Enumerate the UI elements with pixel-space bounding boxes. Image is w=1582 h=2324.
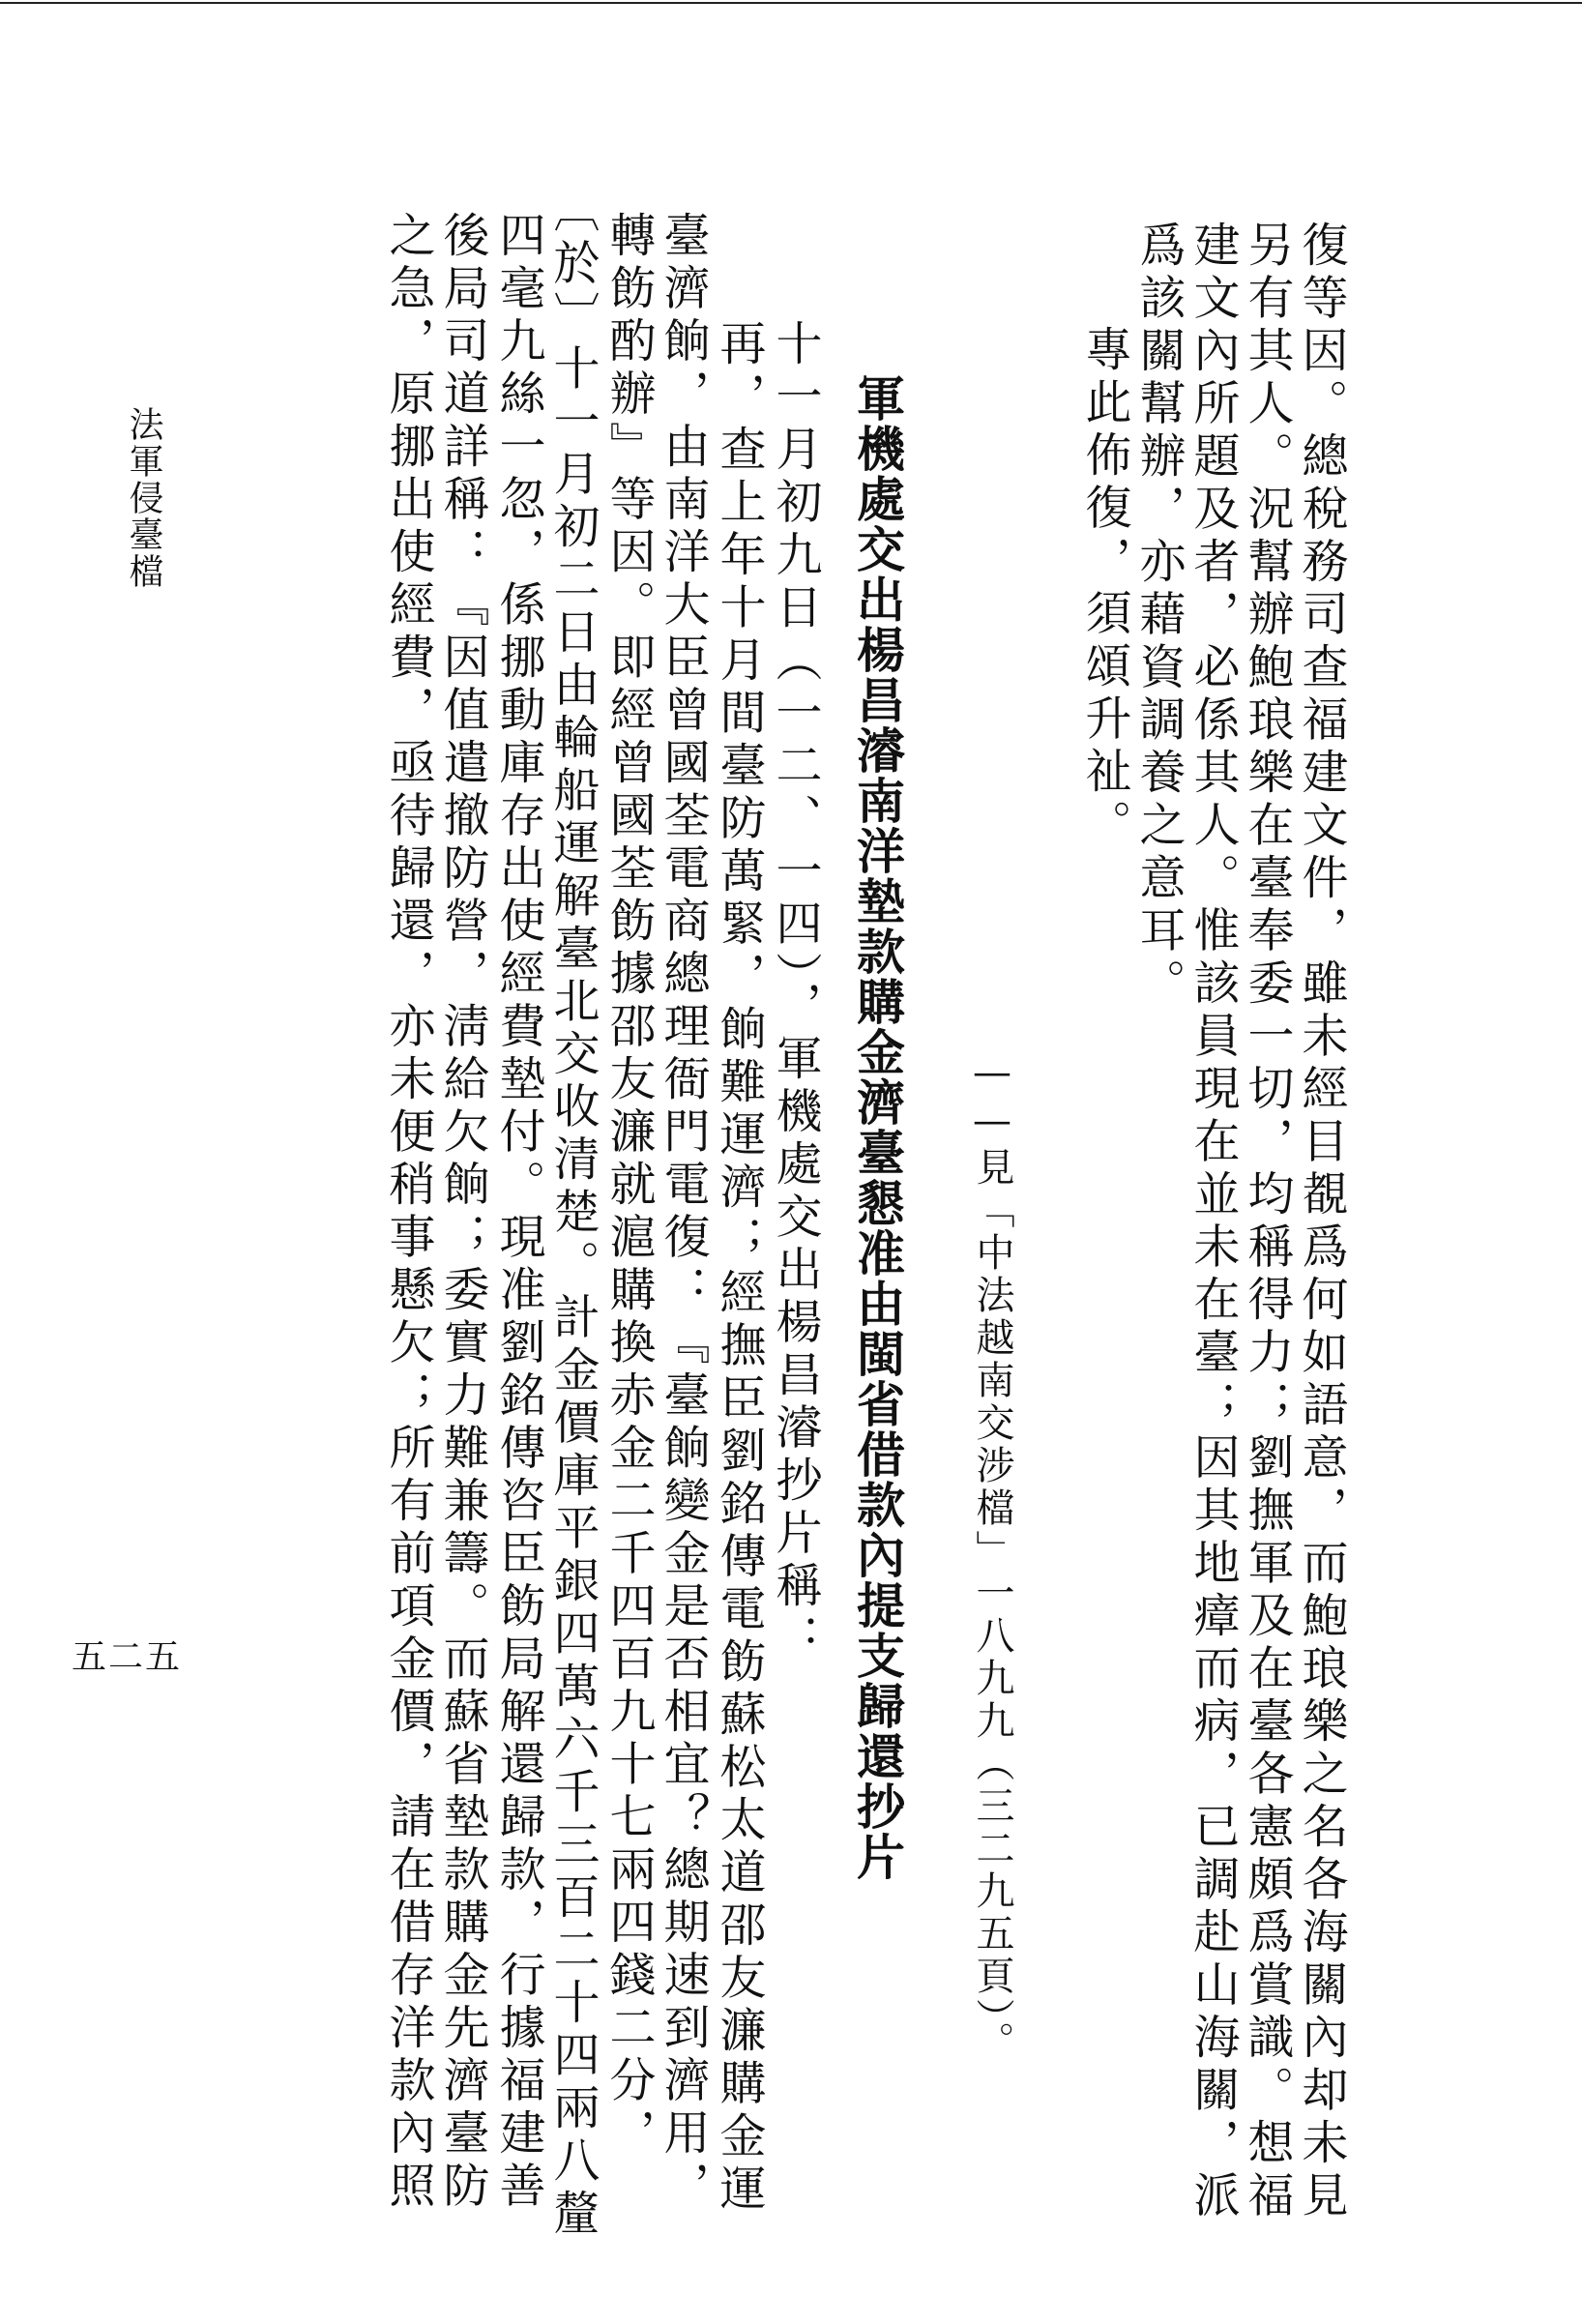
text-column-9: 再，查上年十月間臺防萬緊，餉難運濟；經撫臣劉銘傳電飭蘇松太道邵友濂購金運 — [712, 319, 766, 2217]
text-column-2: 另有其人。況幫辦鮑琅樂在臺奉委一切，均稱得力；劉撫軍及在臺各憲頗爲賞識。想福 — [1240, 221, 1294, 2223]
text-column-14: 後局司道詳稱：『因值遣撤防營，淸給欠餉；委實力難兼籌。而蘇省墊款購金先濟臺防 — [435, 211, 489, 2214]
book-title-footer: 法軍侵臺檔 — [124, 406, 163, 590]
text-column-3: 建文內所題及者，必係其人。惟該員現在並未在臺；因其地瘴而病，已調赴山海關，派 — [1186, 221, 1240, 2223]
date-line: 十一月初九日（一二、一四），軍機處交出楊昌濬抄片稱： — [768, 319, 822, 1666]
text-column-4: 爲該關幫辦，亦藉資調養之意耳。 — [1131, 221, 1186, 1012]
text-column-15: 之急，原挪出使經費，亟待歸還，亦未便稍事懸欠；所有前項金價，請在借存洋款內照 — [381, 211, 435, 2214]
source-citation: ——見「中法越南交涉檔」一八九九（三二九五頁）。 — [970, 1050, 1014, 2064]
scan-top-edge — [0, 2, 1582, 4]
text-column-11: 轉飭酌辦』等因。即經曾國荃飭據邵友濂就滬購換赤金二千四百九十七兩四錢二分， — [601, 211, 656, 2162]
text-column-10: 臺濟餉，由南洋大臣曾國荃電商總理衙門電復：『臺餉變金是否相宜？總期速到濟用， — [656, 211, 710, 2214]
text-column-1: 復等因。總稅務司查福建文件，雖未經目覩爲何如語意，而鮑琅樂之名各海關內却未見 — [1294, 221, 1348, 2223]
text-column-13: 四毫九絲一忽，係挪動庫存出使經費墊付。現准劉銘傳咨臣飭局解還歸款，行據福建善 — [491, 211, 545, 2214]
document-title: 軍機處交出楊昌濬南洋墊款購金濟臺懇准由閩省借款內提支歸還抄片 — [849, 373, 906, 1882]
page-number: 五二五 — [72, 1637, 183, 1677]
text-column-12: 〔於〕十一月初二日由輪船運解臺北交收清楚。計金價庫平銀四萬六千三百二十四兩八釐 — [545, 186, 600, 2242]
text-column-5: 專此佈復，須頌升祉。 — [1077, 325, 1131, 852]
